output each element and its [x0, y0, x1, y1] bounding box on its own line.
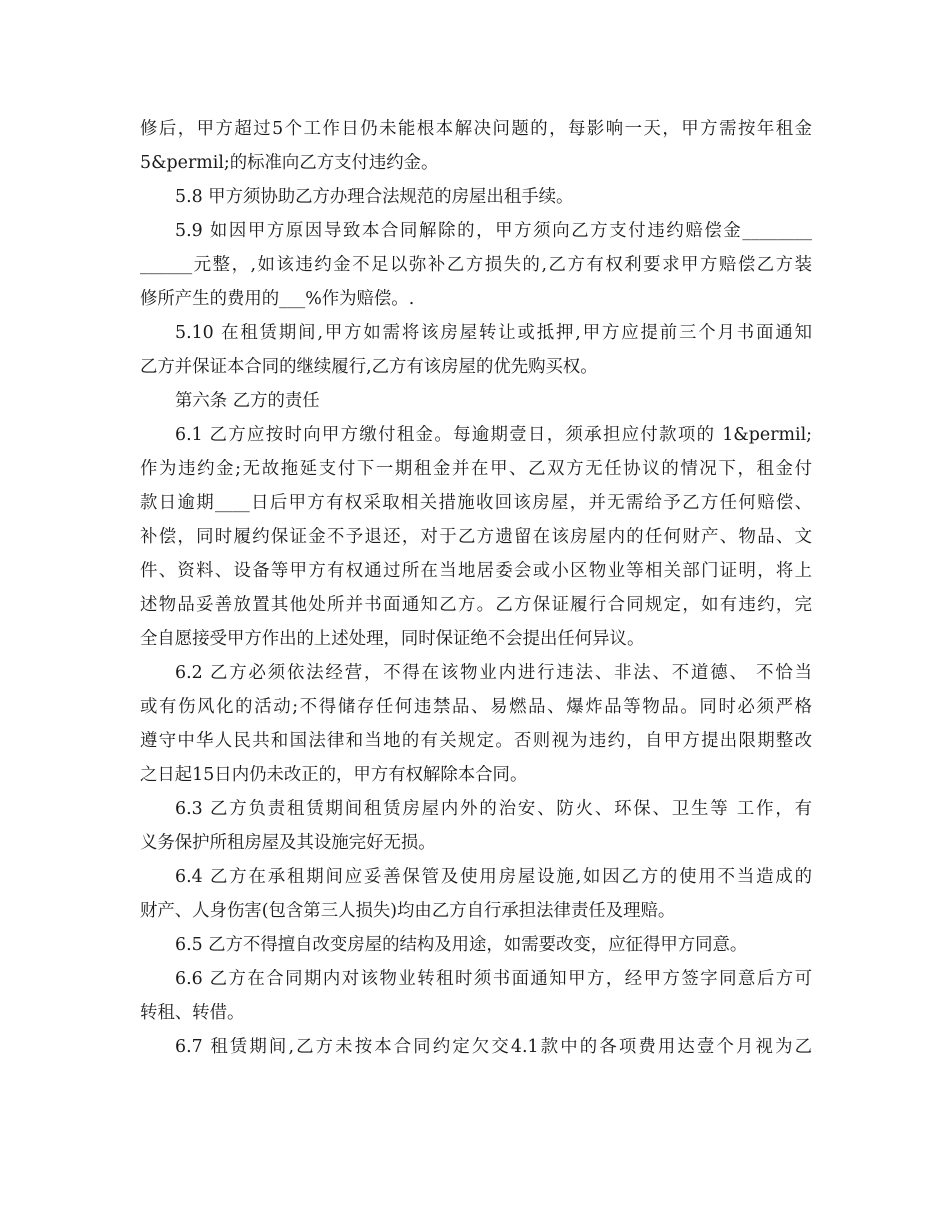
clause-5-8: 5.8 甲方须协助乙方办理合法规范的房屋出租手续。 [175, 187, 574, 207]
text-line: 作为违约金;无故拖延支付下一期租金并在甲、乙双方无任协议的情况下，租金付 [140, 459, 812, 479]
clause-6-7: 6.7 租赁期间,乙方未按本合同约定欠交4.1款中的各项费用达壹个月视为乙 [175, 1037, 812, 1057]
text-line: 修后，甲方超过5个工作日仍未能根本解决问题的，每影响一天，甲方需按年租金 [140, 119, 812, 139]
text-line: 转租、转借。 [140, 1003, 245, 1023]
text-line: 乙方并保证本合同的继续履行,乙方有该房屋的优先购买权。 [140, 357, 598, 377]
clause-5-9: 5.9 如因甲方原因导致本合同解除的，甲方须向乙方支付违约赔偿金________ [175, 221, 812, 241]
clause-6-1: 6.1 乙方应按时向甲方缴付租金。每逾期壹日，须承担应付款项的 1&permil; [175, 425, 812, 445]
clause-6-3: 6.3 乙方负责租赁期间租赁房屋内外的治安、防火、环保、卫生等 工作，有 [175, 799, 812, 819]
clause-6-2: 6.2 乙方必须依法经营，不得在该物业内进行违法、非法、不道德、 不恰当 [175, 663, 812, 683]
text-line: ______元整，,如该违约金不足以弥补乙方损失的,乙方有权利要求甲方赔偿乙方装 [140, 255, 812, 275]
clause-5-10: 5.10 在租赁期间,甲方如需将该房屋转让或抵押,甲方应提前三个月书面通知 [175, 323, 812, 343]
document-body [140, 112, 812, 1064]
text-line: 修所产生的费用的___%作为赔偿。. [140, 289, 415, 309]
text-line: 5&permil;的标准向乙方支付违约金。 [140, 153, 439, 173]
text-line: 款日逾期____日后甲方有权采取相关措施收回该房屋，并无需给予乙方任何赔偿、 [140, 493, 812, 513]
text-line: 述物品妥善放置其他处所并书面通知乙方。乙方保证履行合同规定，如有违约，完 [140, 595, 812, 615]
text-line: 之日起15日内仍未改正的，甲方有权解除本合同。 [140, 765, 528, 785]
text-line: 义务保护所租房屋及其设施完好无损。 [140, 833, 436, 853]
article-6-heading: 第六条 乙方的责任 [175, 391, 320, 411]
clause-6-5: 6.5 乙方不得擅自改变房屋的结构及用途，如需要改变，应征得甲方同意。 [175, 935, 748, 955]
text-line: 全自愿接受甲方作出的上述处理，同时保证绝不会提出任何异议。 [140, 629, 645, 649]
clause-6-4: 6.4 乙方在承租期间应妥善保管及使用房屋设施,如因乙方的使用不当造成的 [175, 867, 812, 887]
text-line: 遵守中华人民共和国法律和当地的有关规定。否则视为违约，自甲方提出限期整改 [140, 731, 812, 751]
text-line: 补偿，同时履约保证金不予退还，对于乙方遗留在该房屋内的任何财产、物品、文 [140, 527, 812, 547]
text-line: 件、资料、设备等甲方有权通过所在当地居委会或小区物业等相关部门证明，将上 [140, 561, 812, 581]
text-line: 财产、人身伤害(包含第三人损失)均由乙方自行承担法律责任及理赔。 [140, 901, 676, 921]
clause-6-6: 6.6 乙方在合同期内对该物业转租时须书面通知甲方，经甲方签字同意后方可 [175, 969, 812, 989]
text-line: 或有伤风化的活动;不得储存任何违禁品、易燃品、爆炸品等物品。同时必须严格 [140, 697, 812, 717]
